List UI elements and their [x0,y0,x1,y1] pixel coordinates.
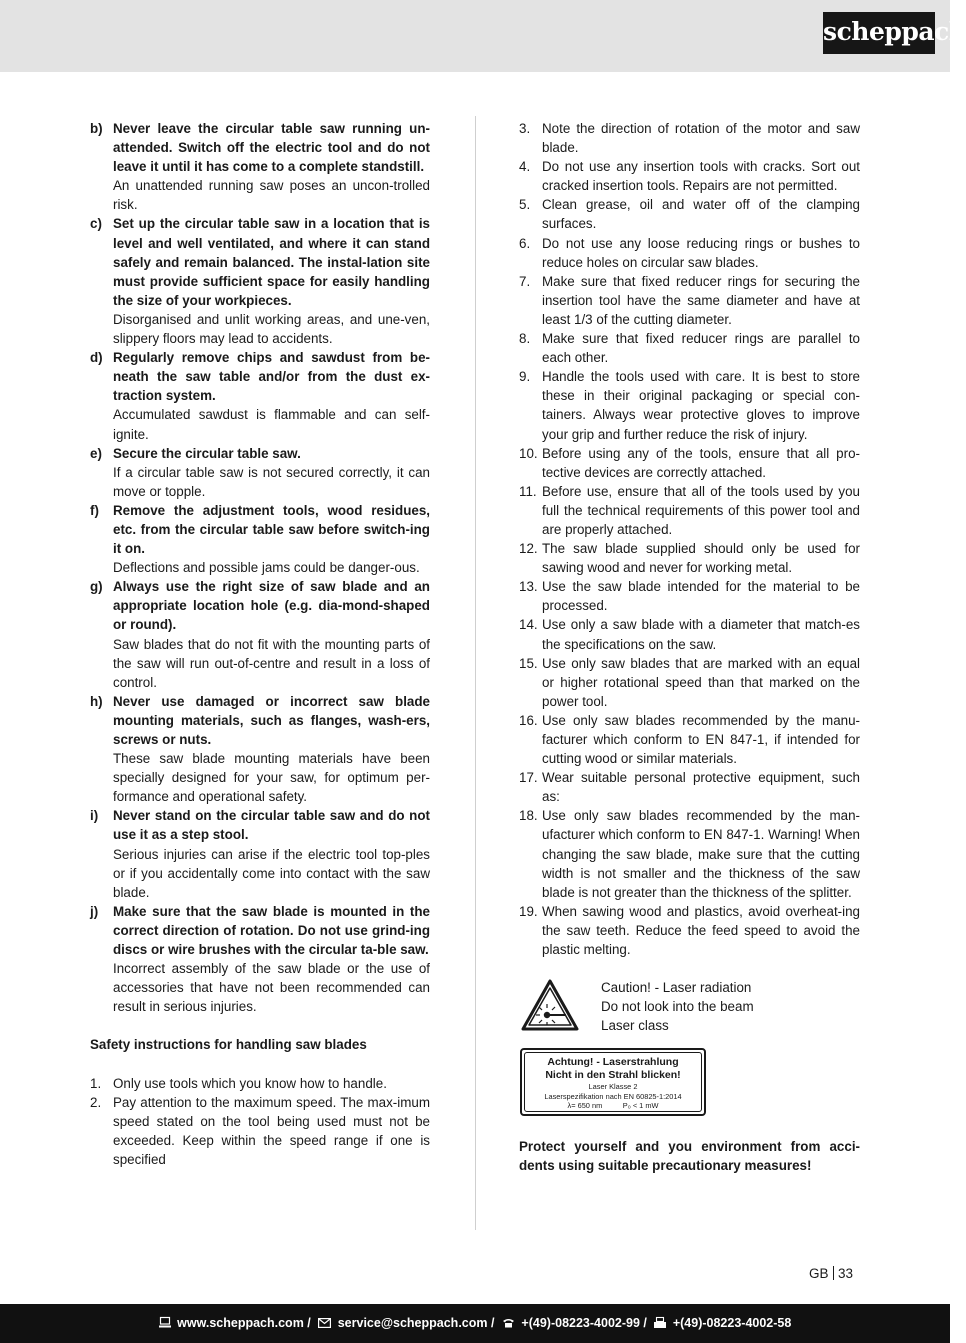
item-number: 9. [519,369,531,385]
item-text: Pay attention to the maximum speed. The max-imum speed stated on the tool being used must not be exceeded. Keep within the speed range if one is specified [113,1094,430,1167]
item-number: 11. [519,483,537,499]
numbered-item [519,272,860,329]
item-label: c) [90,216,102,232]
item-body: Serious injuries can arise if the electric tool top-ples or if you accidentally come into contact with the saw blade. [113,846,430,900]
item-label: b) [90,121,103,136]
item-text: Note the direction of rotation of the motor and saw blade. [542,121,860,156]
numbered-item [519,577,860,615]
header-bar [0,0,966,72]
item-label: i) [90,808,99,824]
list-item [90,444,430,501]
fax-icon [654,1317,666,1328]
item-text: Wear suitable personal protective equipment, such as: [542,770,860,805]
list-item [90,214,430,348]
item-number: 3. [519,121,531,136]
item-text: Handle the tools used with care. It is best to store these in their original packaging or special con-tainers. Always wear protective gloves to improve your grip and further reduce the risk of injury. [542,369,860,442]
protect-statement: Protect yourself and you environment from acci-dents using suitable precautionary measures! [519,1139,860,1174]
item-text: Only use tools which you know how to handle. [113,1075,387,1091]
item-text: Before using any of the tools, ensure that all pro-tective devices are correctly attached. [542,445,860,480]
laser-text-line: Caution! - Laser radiation [601,980,752,996]
numbered-item [519,329,860,367]
item-number: 6. [519,235,531,251]
item-text: Make sure that fixed reducer rings for securing the insertion tool have the same diameter and have at least 1/3 of the cutting diameter. [542,273,860,327]
item-label: f) [90,502,99,518]
page-lang: GB [809,1266,829,1281]
item-label: g) [90,579,103,595]
footer-email-link[interactable]: service@scheppach.com / [337,1316,495,1330]
item-number: 16. [519,712,538,728]
numbered-item [519,711,860,768]
laser-label-line: λ= 650 nm P₀ < 1 mW [567,1101,659,1111]
left-column [90,119,430,1169]
section-title: Safety instructions for handling saw blades [90,1037,367,1053]
numbered-item [519,482,860,539]
item-number: 5. [519,197,531,213]
item-label: j) [90,903,99,919]
item-heading: Regularly remove chips and sawdust from be-neath the saw table and/or from the dust ex-traction system. [113,350,430,404]
numbered-item [519,444,860,482]
email-icon [318,1318,331,1328]
item-text: Use only saw blades recommended by the manu-facturer which conform to EN 847-1, if intended for cutting wood or similar materials. [542,712,860,767]
item-number: 8. [519,331,531,347]
page-separator [833,1266,835,1280]
item-body: Incorrect assembly of the saw blade or the use of accessories that have not been recommended can result in serious injuries. [113,961,430,1015]
item-body: Accumulated sawdust is flammable and can self-ignite. [113,407,430,442]
item-text: When sawing wood and plastics, avoid overheat-ing the saw teeth. Reduce the feed speed to avoid the plastic melting. [542,903,860,958]
laser-text [601,978,754,1035]
item-heading: Never leave the circular table saw running un-attended. Switch off the electric tool and do not leave it until it has come to a complete standstill. [113,121,430,175]
numbered-item [90,1093,430,1169]
laser-label-line: Laserspezifikation nach EN 60825-1:2014 [544,1091,682,1101]
item-number: 4. [519,159,531,175]
item-text: Do not use any insertion tools with cracks. Sort out cracked insertion tools. Repairs are not permitted. [542,159,860,194]
footer-bar [0,1304,950,1343]
item-number: 2. [90,1094,102,1110]
numbered-item [519,654,860,711]
footer-phone: +(49)-08223-4002-99 / [521,1316,647,1330]
laser-warning [519,978,860,1038]
list-item [90,348,430,443]
item-text: Before use, ensure that all of the tools used by you full the technical requirements of this power tool and are properly attached. [542,483,860,537]
list-item [90,577,430,692]
item-number: 17. [519,770,538,786]
column-divider [475,116,476,1230]
item-heading: Secure the circular table saw. [113,445,301,461]
numbered-item [519,768,860,806]
item-number: 14. [519,617,538,633]
item-heading: Never use damaged or incorrect saw blade mounting materials, such as flanges, wash-ers, screws or nuts. [113,693,430,747]
item-body: Deflections and possible jams could be danger-ous. [113,560,420,576]
numbered-item [519,119,860,157]
list-item [90,692,430,807]
numbered-item [519,234,860,272]
item-number: 13. [519,579,538,595]
item-heading: Make sure that the saw blade is mounted in the correct direction of rotation. Do not use grind-ing discs or wire brushes with the circular ta-ble saw. [113,903,430,958]
item-number: 12. [519,541,538,557]
item-body: Disorganised and unlit working areas, and une-ven, slippery floors may lead to accidents. [113,311,430,347]
item-heading: Always use the right size of saw blade and an appropriate location hole (e.g. dia-mond-shaped or round). [113,579,430,633]
item-number: 7. [519,273,531,289]
list-item [90,806,430,901]
item-text: Make sure that fixed reducer rings are parallel to each other. [542,331,860,366]
list-item [90,119,430,214]
footer-fax: +(49)-08223-4002-58 [672,1316,792,1330]
laser-text-line: Do not look into the beam [601,999,754,1015]
right-column [519,119,860,1175]
item-label: h) [90,693,103,709]
item-heading: Remove the adjustment tools, wood residues, etc. from the circular table saw before switch-ing it on. [113,502,430,557]
numbered-item [90,1074,430,1093]
item-heading: Set up the circular table saw in a location that is level and well ventilated, and where it can stand safely and remain balanced. The instal-lation site must provide sufficient space for easily handling the size of your workpieces. [113,216,430,308]
phone-icon [502,1318,515,1328]
item-label: d) [90,350,103,366]
laser-warning-icon [520,978,580,1032]
numbered-item [519,615,860,653]
numbered-item [519,902,860,959]
item-body: An unattended running saw poses an uncon-trolled risk. [113,178,430,213]
item-text: Use only a saw blade with a diameter that match-es the specifications on the saw. [542,617,860,652]
list-item [90,501,430,577]
laser-text-line: Laser class [601,1018,669,1034]
item-text: Do not use any loose reducing rings or bushes to reduce holes on circular saw blades. [542,235,860,270]
item-number: 15. [519,655,538,671]
numbered-item [519,157,860,195]
item-number: 19. [519,903,538,919]
item-text: Clean grease, oil and water off of the clamping surfaces. [542,197,860,232]
item-body: If a circular table saw is not secured correctly, it can move or topple. [113,464,430,499]
laser-label-line: Nicht in den Strahl blicken! [545,1069,681,1082]
item-text: Use only saw blades that are marked with an equal or higher rotational speed than that marked on the power tool. [542,655,860,709]
item-label: e) [90,445,102,461]
item-text: Use the saw blade intended for the material to be processed. [542,579,860,614]
laser-label-sticker [520,1048,706,1116]
numbered-item [519,806,860,901]
item-number: 18. [519,808,538,824]
footer-website-link[interactable]: www.scheppach.com / [177,1316,311,1330]
brand-logo: scheppach [823,12,935,54]
numbered-item [519,539,860,577]
item-text: Use only saw blades recommended by the man-ufacturer which conform to EN 847-1. Warning! When changing the saw blade, make sure that the cutting width is not smaller and the thickness of the saw blade is not greater than the thickness of the splitter. [542,808,860,900]
item-body: These saw blade mounting materials have been specially designed for your saw, for optimum per-formance and operational safety. [113,751,430,805]
list-item [90,902,430,1017]
item-number: 10. [519,445,538,461]
page-number [809,1264,853,1283]
laser-label-line: Achtung! - Laserstrahlung [547,1056,679,1069]
item-heading: Never stand on the circular table saw and do not use it as a step stool. [113,808,430,843]
laser-label-inner [524,1052,702,1112]
item-text: The saw blade supplied should only be used for sawing wood and never for working metal. [542,541,860,576]
laser-label-line: Laser Klasse 2 [588,1082,638,1092]
computer-icon [159,1317,171,1328]
item-number: 1. [90,1075,102,1091]
numbered-item [519,195,860,233]
numbered-item [519,367,860,443]
item-body: Saw blades that do not fit with the mounting parts of the saw will run out-of-centre and result in a loss of control. [113,636,430,690]
page-number-value: 33 [838,1266,854,1281]
